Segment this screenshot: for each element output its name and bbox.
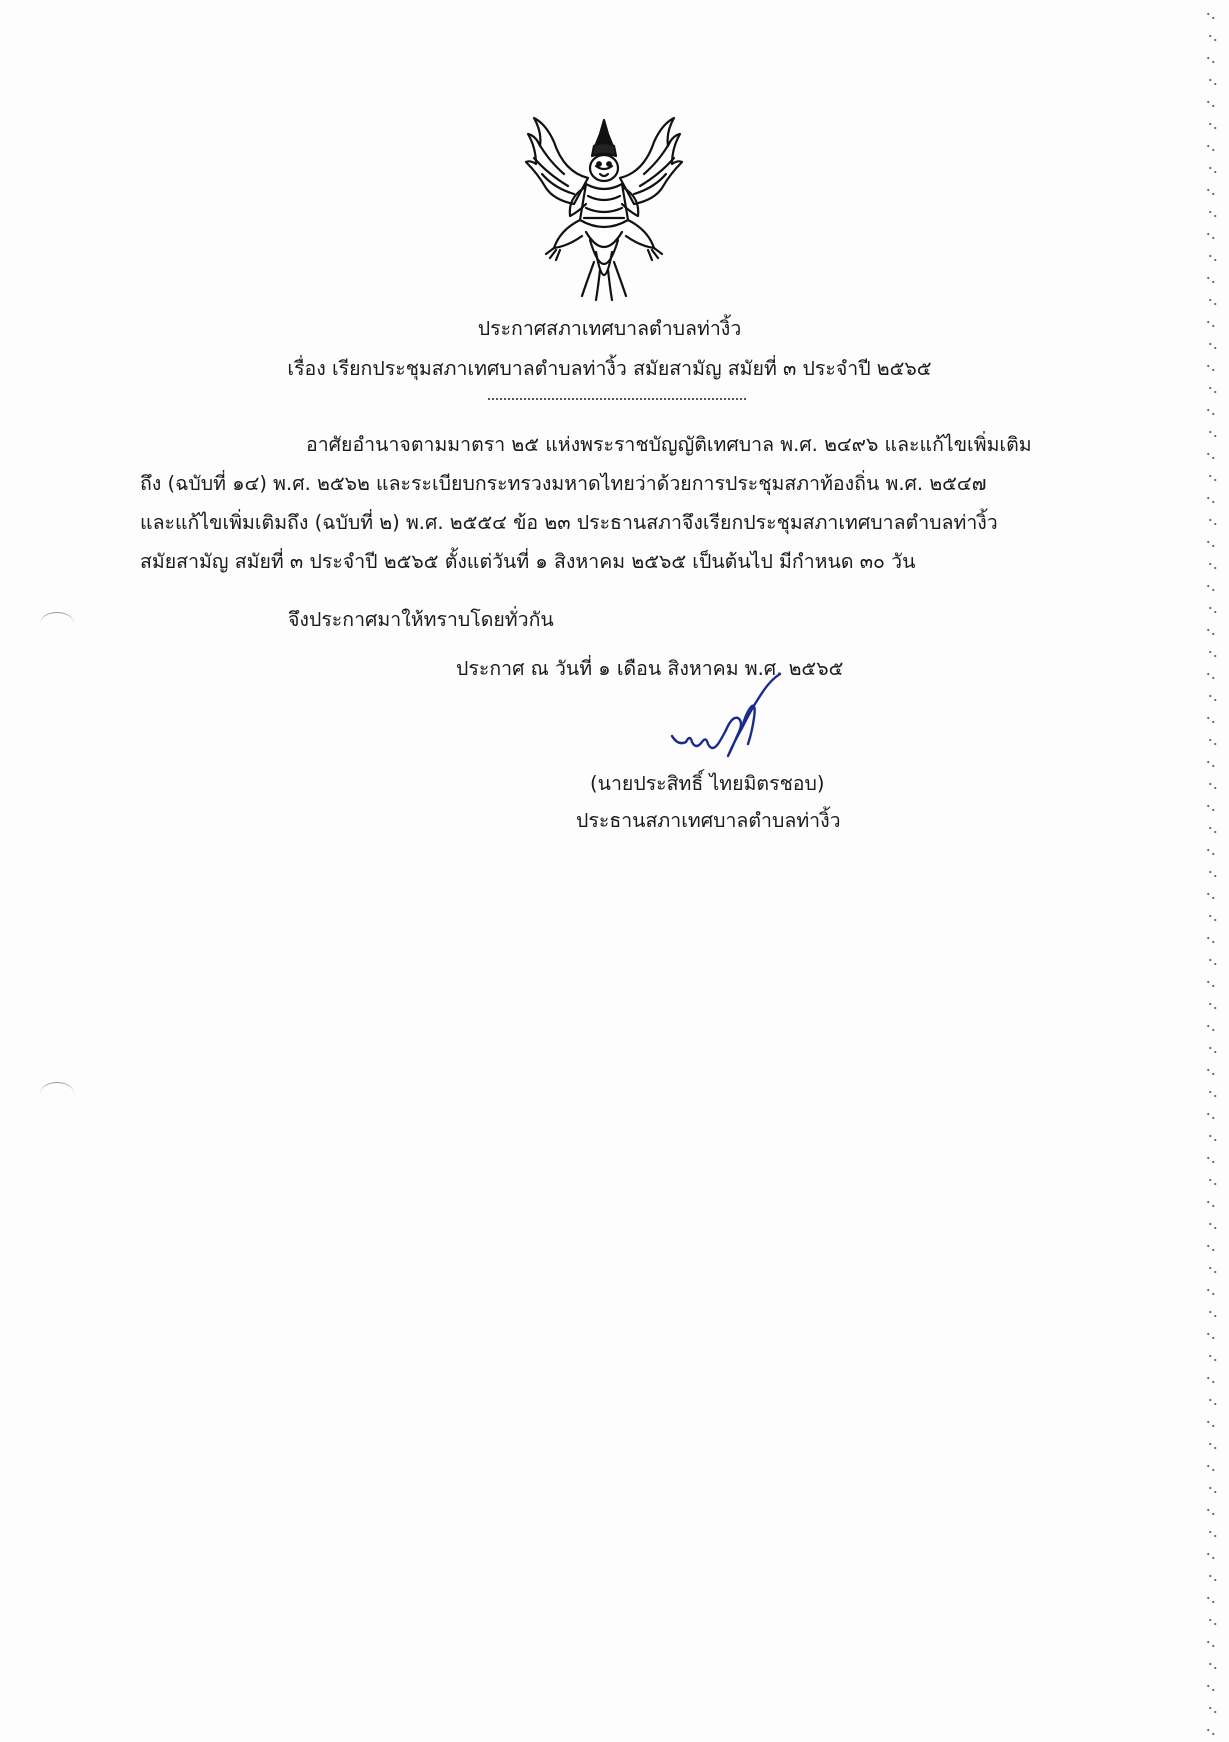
body-paragraph bbox=[140, 425, 1086, 581]
dotted-separator bbox=[488, 398, 746, 400]
closing-statement: จึงประกาศมาให้ทราบโดยทั่วกัน bbox=[288, 608, 554, 631]
garuda-emblem-icon bbox=[524, 112, 684, 302]
handwritten-signature-icon bbox=[668, 672, 796, 782]
punch-hole-mark-icon bbox=[40, 1082, 74, 1105]
announcement-date: ประกาศ ณ วันที่ ๑ เดือน สิงหาคม พ.ศ. ๒๕๖๕ bbox=[456, 657, 844, 680]
scan-edge-dots-icon bbox=[1189, 0, 1229, 1742]
body-line: และแก้ไขเพิ่มเติมถึง (ฉบับที่ ๒) พ.ศ. ๒๕๕๔ ข้อ ๒๓ ประธานสภาจึงเรียกประชุมสภาเทศบาลตำบลท่างิ้ว bbox=[140, 511, 998, 534]
punch-hole-mark-icon bbox=[40, 612, 74, 635]
signer-name: (นายประสิทธิ์ ไทยมิตรชอบ) bbox=[590, 772, 825, 795]
body-line: อาศัยอำนาจตามมาตรา ๒๕ แห่งพระราชบัญญัติเทศบาล พ.ศ. ๒๔๙๖ และแก้ไขเพิ่มเติม bbox=[306, 433, 1032, 456]
signer-position: ประธานสภาเทศบาลตำบลท่างิ้ว bbox=[576, 809, 841, 832]
document-title: ประกาศสภาเทศบาลตำบลท่างิ้ว bbox=[477, 317, 742, 340]
body-line: สมัยสามัญ สมัยที่ ๓ ประจำปี ๒๕๖๕ ตั้งแต่วันที่ ๑ สิงหาคม ๒๕๖๕ เป็นต้นไป มีกำหนด ๓๐ วัน bbox=[140, 550, 916, 573]
body-line: ถึง (ฉบับที่ ๑๔) พ.ศ. ๒๕๖๒ และระเบียบกระทรวงมหาดไทยว่าด้วยการประชุมสภาท้องถิ่น พ.ศ. ๒๕๔๗ bbox=[140, 472, 987, 495]
document-subject: เรื่อง เรียกประชุมสภาเทศบาลตำบลท่างิ้ว สมัยสามัญ สมัยที่ ๓ ประจำปี ๒๕๖๕ bbox=[287, 357, 932, 380]
